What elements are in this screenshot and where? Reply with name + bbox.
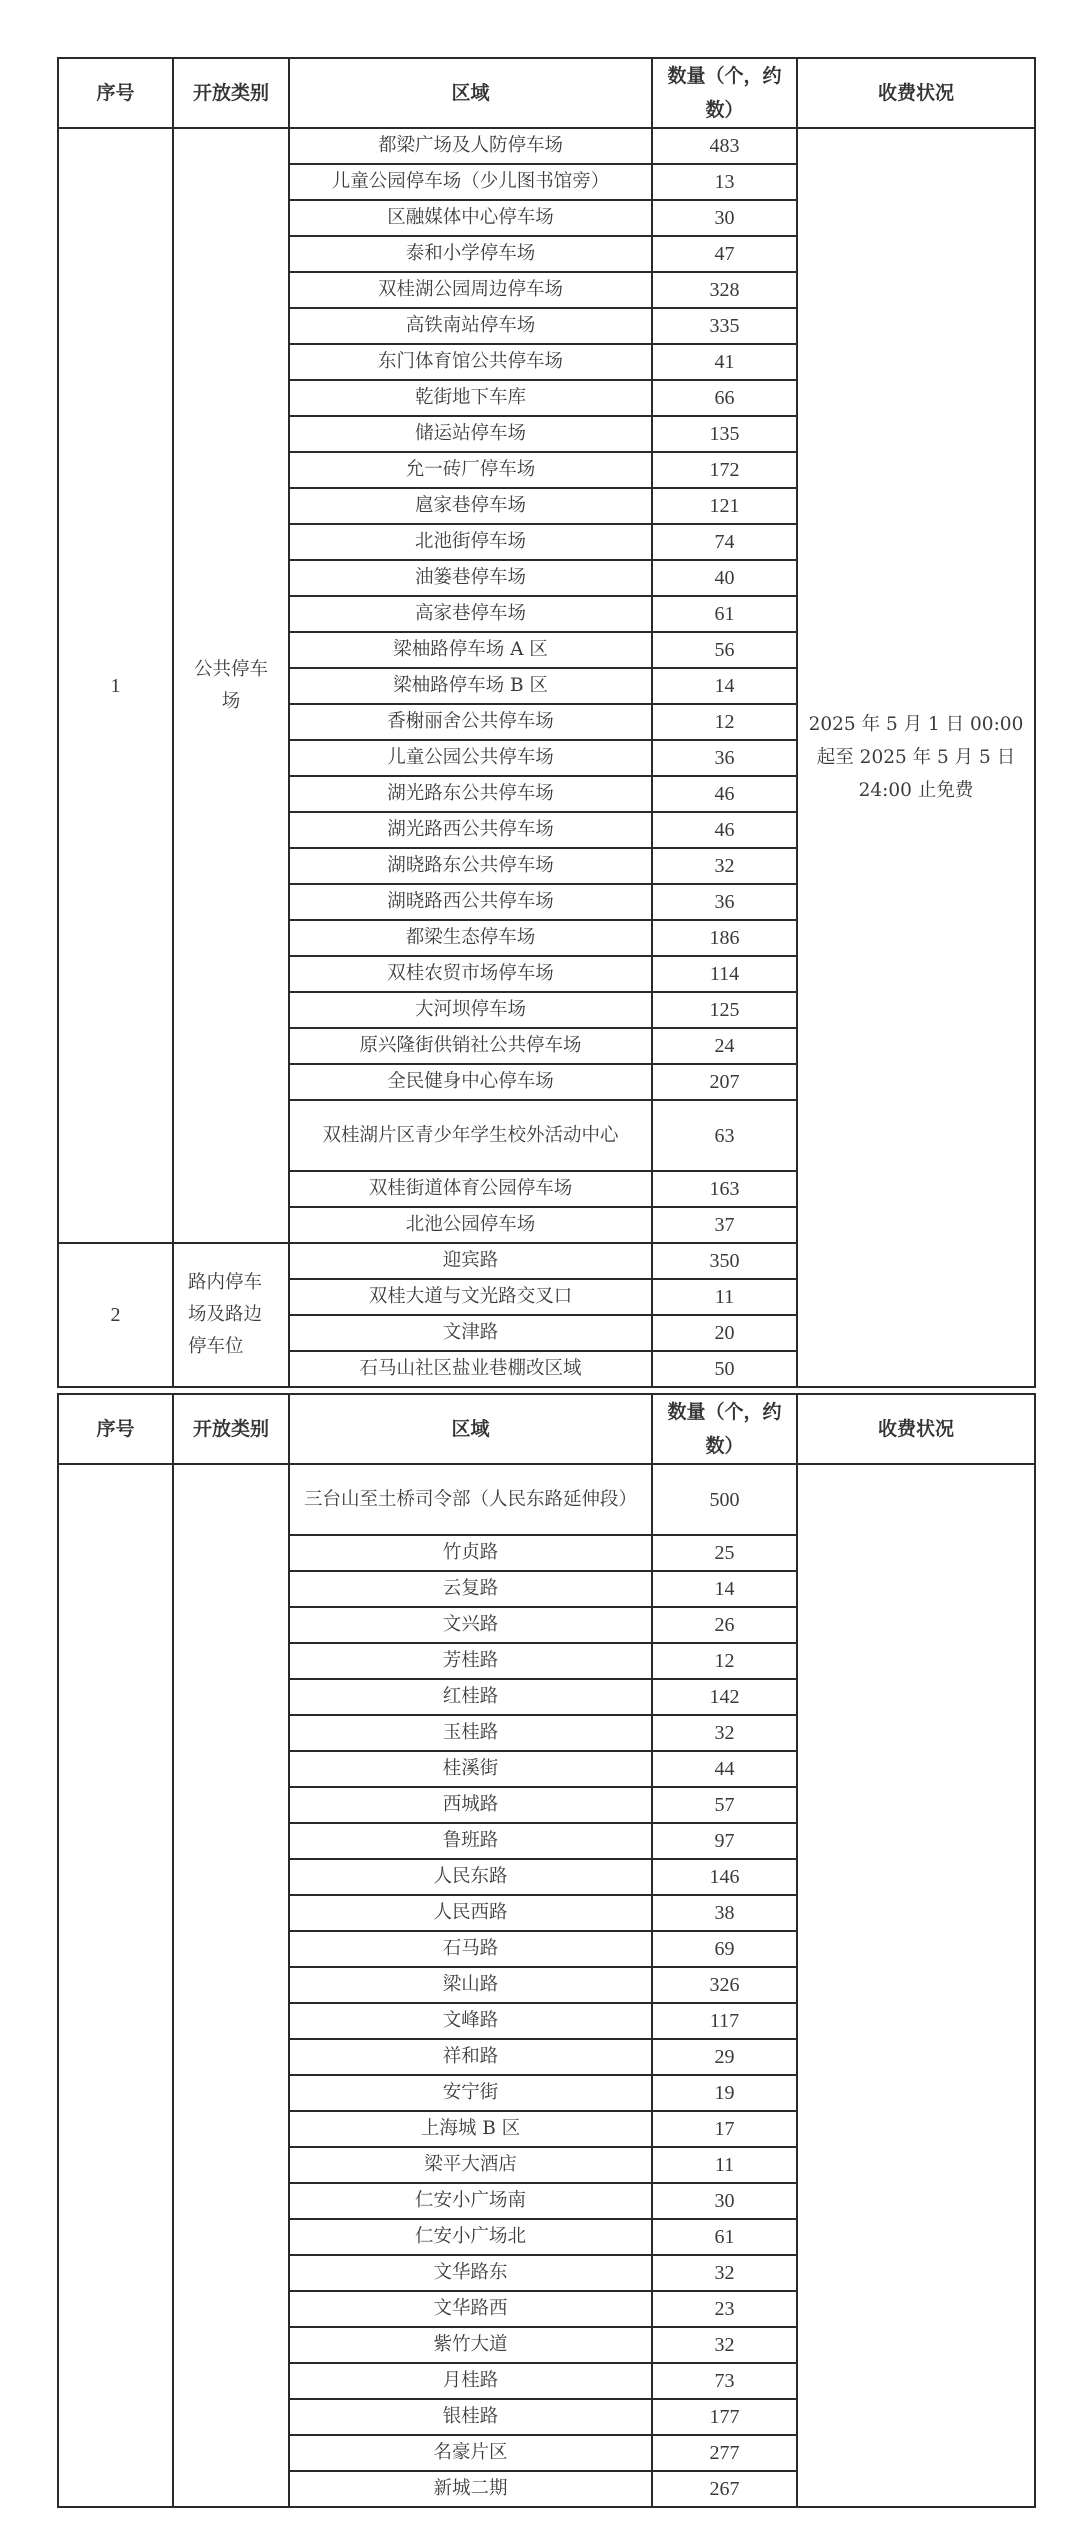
table-row xyxy=(58,1464,1035,1535)
qty-cell: 19 xyxy=(652,2075,797,2111)
area-cell: 泰和小学停车场 xyxy=(289,236,652,272)
area-cell: 竹贞路 xyxy=(289,1535,652,1571)
qty-cell: 326 xyxy=(652,1967,797,2003)
area-cell: 祥和路 xyxy=(289,2039,652,2075)
qty-cell: 350 xyxy=(652,1243,797,1279)
qty-cell: 66 xyxy=(652,380,797,416)
qty-cell: 57 xyxy=(652,1787,797,1823)
area-cell: 双桂湖公园周边停车场 xyxy=(289,272,652,308)
qty-cell: 50 xyxy=(652,1351,797,1387)
area-cell: 石马路 xyxy=(289,1931,652,1967)
category-cell: 公共停车场 xyxy=(173,128,289,1243)
area-cell: 乾街地下车库 xyxy=(289,380,652,416)
category-cell xyxy=(173,1464,289,2507)
area-cell: 西城路 xyxy=(289,1787,652,1823)
header-area: 区域 xyxy=(289,58,652,128)
area-cell: 湖晓路东公共停车场 xyxy=(289,848,652,884)
header-fee: 收费状况 xyxy=(797,1394,1035,1464)
area-cell: 油篓巷停车场 xyxy=(289,560,652,596)
area-cell: 仁安小广场北 xyxy=(289,2219,652,2255)
qty-cell: 142 xyxy=(652,1679,797,1715)
qty-cell: 328 xyxy=(652,272,797,308)
qty-cell: 146 xyxy=(652,1859,797,1895)
qty-cell: 47 xyxy=(652,236,797,272)
qty-cell: 56 xyxy=(652,632,797,668)
area-cell: 全民健身中心停车场 xyxy=(289,1064,652,1100)
qty-cell: 114 xyxy=(652,956,797,992)
qty-cell: 14 xyxy=(652,668,797,704)
area-cell: 储运站停车场 xyxy=(289,416,652,452)
area-cell: 名豪片区 xyxy=(289,2435,652,2471)
qty-cell: 23 xyxy=(652,2291,797,2327)
qty-cell: 12 xyxy=(652,704,797,740)
area-cell: 香榭丽舍公共停车场 xyxy=(289,704,652,740)
qty-cell: 97 xyxy=(652,1823,797,1859)
area-cell: 儿童公园公共停车场 xyxy=(289,740,652,776)
area-cell: 湖晓路西公共停车场 xyxy=(289,884,652,920)
area-cell: 玉桂路 xyxy=(289,1715,652,1751)
area-cell: 芳桂路 xyxy=(289,1643,652,1679)
area-cell: 都梁生态停车场 xyxy=(289,920,652,956)
qty-cell: 36 xyxy=(652,884,797,920)
qty-cell: 17 xyxy=(652,2111,797,2147)
qty-cell: 37 xyxy=(652,1207,797,1243)
qty-cell: 61 xyxy=(652,596,797,632)
area-cell: 文华路西 xyxy=(289,2291,652,2327)
parking-table-1 xyxy=(57,57,1036,1388)
header-area: 区域 xyxy=(289,1394,652,1464)
area-cell: 大河坝停车场 xyxy=(289,992,652,1028)
table-row xyxy=(58,128,1035,164)
qty-cell: 117 xyxy=(652,2003,797,2039)
qty-cell: 25 xyxy=(652,1535,797,1571)
area-cell: 上海城 B 区 xyxy=(289,2111,652,2147)
table-header-row xyxy=(58,1394,1035,1464)
area-cell: 梁山路 xyxy=(289,1967,652,2003)
qty-cell: 29 xyxy=(652,2039,797,2075)
qty-cell: 267 xyxy=(652,2471,797,2507)
qty-cell: 500 xyxy=(652,1464,797,1535)
category-cell: 路内停车场及路边停车位 xyxy=(173,1243,289,1387)
area-cell: 紫竹大道 xyxy=(289,2327,652,2363)
area-cell: 双桂农贸市场停车场 xyxy=(289,956,652,992)
area-cell: 梁柚路停车场 B 区 xyxy=(289,668,652,704)
qty-cell: 163 xyxy=(652,1171,797,1207)
qty-cell: 44 xyxy=(652,1751,797,1787)
area-cell: 双桂街道体育公园停车场 xyxy=(289,1171,652,1207)
qty-cell: 277 xyxy=(652,2435,797,2471)
header-seq: 序号 xyxy=(58,58,173,128)
qty-cell: 12 xyxy=(652,1643,797,1679)
qty-cell: 135 xyxy=(652,416,797,452)
qty-cell: 20 xyxy=(652,1315,797,1351)
area-cell: 人民西路 xyxy=(289,1895,652,1931)
area-cell: 文津路 xyxy=(289,1315,652,1351)
area-cell: 高铁南站停车场 xyxy=(289,308,652,344)
qty-cell: 30 xyxy=(652,2183,797,2219)
area-cell: 红桂路 xyxy=(289,1679,652,1715)
area-cell: 云复路 xyxy=(289,1571,652,1607)
table-header-row xyxy=(58,58,1035,128)
area-cell: 北池街停车场 xyxy=(289,524,652,560)
qty-cell: 36 xyxy=(652,740,797,776)
area-cell: 新城二期 xyxy=(289,2471,652,2507)
area-cell: 月桂路 xyxy=(289,2363,652,2399)
qty-cell: 335 xyxy=(652,308,797,344)
qty-cell: 38 xyxy=(652,1895,797,1931)
qty-cell: 69 xyxy=(652,1931,797,1967)
area-cell: 银桂路 xyxy=(289,2399,652,2435)
qty-cell: 41 xyxy=(652,344,797,380)
area-cell: 文兴路 xyxy=(289,1607,652,1643)
qty-cell: 40 xyxy=(652,560,797,596)
parking-table-2 xyxy=(57,1393,1036,2508)
seq-cell: 1 xyxy=(58,128,173,1243)
area-cell: 湖光路东公共停车场 xyxy=(289,776,652,812)
seq-cell xyxy=(58,1464,173,2507)
header-qty: 数量（个，约数） xyxy=(652,58,797,128)
area-cell: 文峰路 xyxy=(289,2003,652,2039)
qty-cell: 186 xyxy=(652,920,797,956)
area-cell: 三台山至土桥司令部（人民东路延伸段） xyxy=(289,1464,652,1535)
qty-cell: 13 xyxy=(652,164,797,200)
header-seq: 序号 xyxy=(58,1394,173,1464)
area-cell: 允一砖厂停车场 xyxy=(289,452,652,488)
qty-cell: 46 xyxy=(652,812,797,848)
qty-cell: 172 xyxy=(652,452,797,488)
header-qty: 数量（个，约数） xyxy=(652,1394,797,1464)
qty-cell: 125 xyxy=(652,992,797,1028)
area-cell: 石马山社区盐业巷棚改区域 xyxy=(289,1351,652,1387)
qty-cell: 32 xyxy=(652,848,797,884)
qty-cell: 46 xyxy=(652,776,797,812)
area-cell: 区融媒体中心停车场 xyxy=(289,200,652,236)
fee-status-cell xyxy=(797,1464,1035,2507)
qty-cell: 61 xyxy=(652,2219,797,2255)
qty-cell: 14 xyxy=(652,1571,797,1607)
table-1-body xyxy=(58,128,1035,1387)
qty-cell: 121 xyxy=(652,488,797,524)
qty-cell: 73 xyxy=(652,2363,797,2399)
area-cell: 高家巷停车场 xyxy=(289,596,652,632)
header-fee: 收费状况 xyxy=(797,58,1035,128)
qty-cell: 32 xyxy=(652,2327,797,2363)
area-cell: 梁柚路停车场 A 区 xyxy=(289,632,652,668)
area-cell: 扈家巷停车场 xyxy=(289,488,652,524)
area-cell: 北池公园停车场 xyxy=(289,1207,652,1243)
header-category: 开放类别 xyxy=(173,58,289,128)
qty-cell: 207 xyxy=(652,1064,797,1100)
qty-cell: 24 xyxy=(652,1028,797,1064)
area-cell: 迎宾路 xyxy=(289,1243,652,1279)
qty-cell: 483 xyxy=(652,128,797,164)
qty-cell: 30 xyxy=(652,200,797,236)
qty-cell: 74 xyxy=(652,524,797,560)
qty-cell: 11 xyxy=(652,1279,797,1315)
area-cell: 湖光路西公共停车场 xyxy=(289,812,652,848)
qty-cell: 26 xyxy=(652,1607,797,1643)
table-2-body xyxy=(58,1464,1035,2507)
area-cell: 鲁班路 xyxy=(289,1823,652,1859)
area-cell: 人民东路 xyxy=(289,1859,652,1895)
fee-status-cell: 2025 年 5 月 1 日 00:00 起至 2025 年 5 月 5 日 24:00 止免费 xyxy=(797,128,1035,1387)
qty-cell: 11 xyxy=(652,2147,797,2183)
area-cell: 东门体育馆公共停车场 xyxy=(289,344,652,380)
area-cell: 桂溪街 xyxy=(289,1751,652,1787)
seq-cell: 2 xyxy=(58,1243,173,1387)
area-cell: 文华路东 xyxy=(289,2255,652,2291)
area-cell: 都梁广场及人防停车场 xyxy=(289,128,652,164)
qty-cell: 32 xyxy=(652,1715,797,1751)
area-cell: 双桂湖片区青少年学生校外活动中心 xyxy=(289,1100,652,1171)
area-cell: 仁安小广场南 xyxy=(289,2183,652,2219)
qty-cell: 177 xyxy=(652,2399,797,2435)
area-cell: 儿童公园停车场（少儿图书馆旁） xyxy=(289,164,652,200)
area-cell: 原兴隆街供销社公共停车场 xyxy=(289,1028,652,1064)
qty-cell: 32 xyxy=(652,2255,797,2291)
header-category: 开放类别 xyxy=(173,1394,289,1464)
area-cell: 安宁街 xyxy=(289,2075,652,2111)
qty-cell: 63 xyxy=(652,1100,797,1171)
area-cell: 双桂大道与文光路交叉口 xyxy=(289,1279,652,1315)
area-cell: 梁平大酒店 xyxy=(289,2147,652,2183)
